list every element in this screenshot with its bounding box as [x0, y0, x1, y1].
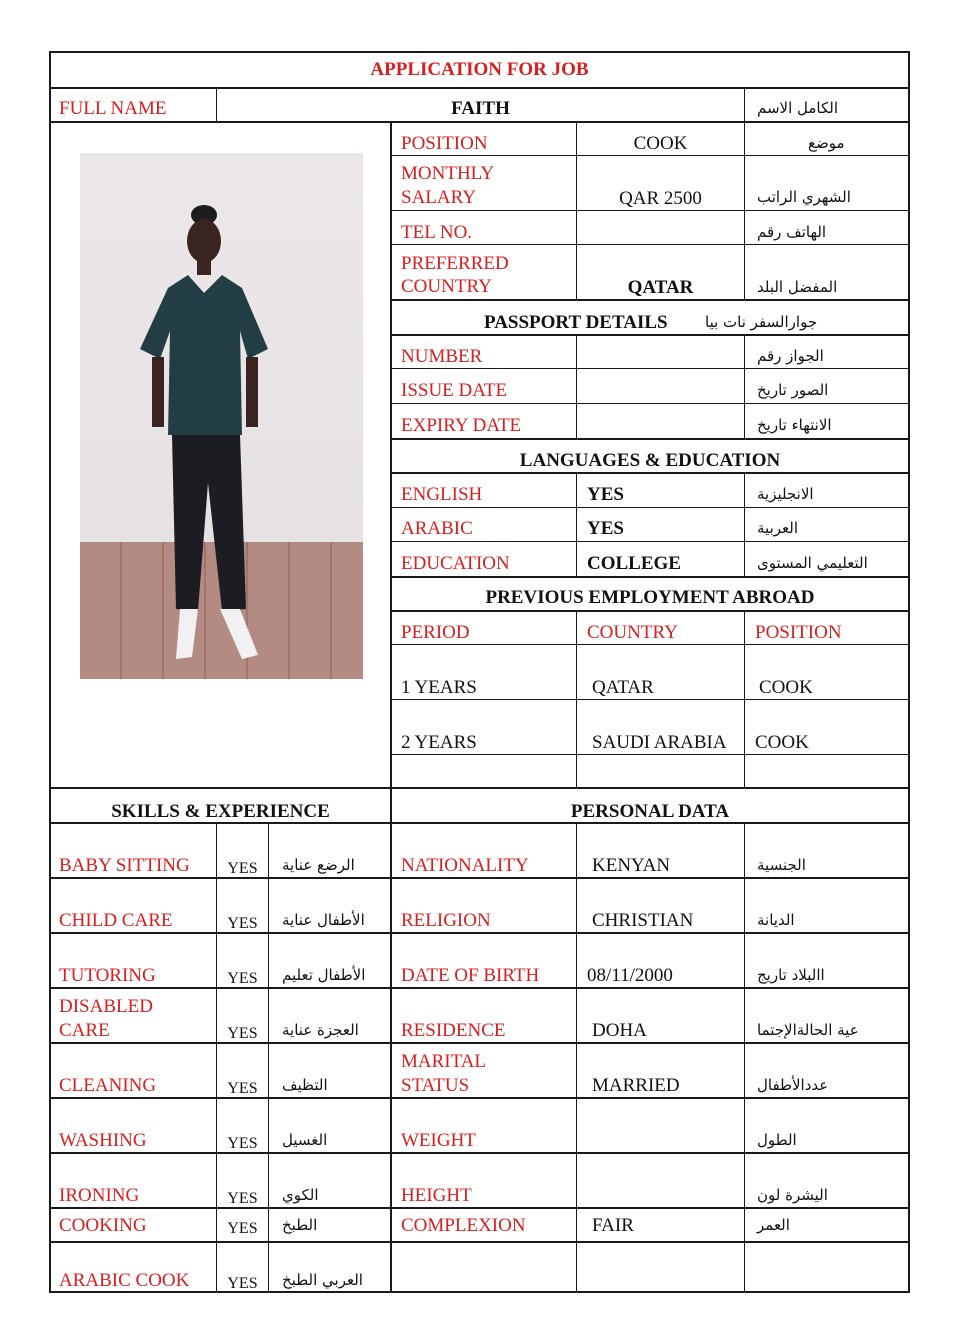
personal-label: HEIGHT — [401, 1185, 472, 1206]
rule — [390, 576, 910, 578]
arabic-label: ARABIC — [401, 518, 473, 539]
skill-value: YES — [227, 1220, 258, 1237]
skills-heading: SKILLS & EXPERIENCE — [111, 801, 330, 822]
border-top — [49, 51, 910, 53]
employment-country: QATAR — [592, 677, 654, 698]
rule — [744, 87, 745, 122]
personal-label: RESIDENCE — [401, 1020, 506, 1041]
rule — [576, 335, 577, 438]
personal-label-line1: MARITAL — [401, 1051, 487, 1072]
rule — [390, 244, 910, 245]
rule — [390, 507, 910, 508]
skill-label: CLEANING — [59, 1075, 157, 1096]
preferred-country-value: QATAR — [627, 277, 694, 298]
rule — [390, 644, 910, 645]
skill-arabic: الكوي — [282, 1186, 319, 1204]
employment-position: COOK — [759, 677, 813, 698]
skill-value: YES — [227, 1275, 258, 1292]
rule — [390, 610, 910, 612]
english-arabic: الانجليزية — [757, 485, 814, 503]
rule — [390, 334, 910, 336]
skill-arabic: الرضع عناية — [282, 856, 355, 874]
border-left — [49, 51, 51, 1293]
employment-heading: PREVIOUS EMPLOYMENT ABROAD — [485, 587, 815, 608]
personal-arabic: اليشرة لون — [757, 1186, 828, 1204]
skill-arabic: الغسيل — [282, 1131, 328, 1149]
arabic-arabic: العربية — [757, 519, 798, 537]
full-name-arabic: الكامل الاسم — [757, 99, 839, 117]
rule — [744, 611, 745, 787]
rule — [49, 1152, 910, 1154]
rule — [49, 987, 910, 989]
employment-col-position: POSITION — [755, 622, 842, 643]
monthly-salary-label-line1: MONTHLY — [401, 163, 495, 184]
personal-arabic: الجنسية — [757, 856, 806, 874]
skill-label-line2: CARE — [59, 1020, 110, 1041]
skill-label: IRONING — [59, 1185, 140, 1206]
languages-heading: LANGUAGES & EDUCATION — [519, 450, 781, 471]
personal-arabic: الطول — [757, 1131, 797, 1149]
education-arabic: التعليمي المستوى — [757, 554, 868, 572]
personal-value: CHRISTIAN — [592, 910, 694, 931]
skill-arabic: الأطفال عناية — [282, 911, 365, 929]
position-arabic: موضع — [808, 134, 845, 152]
skill-label: WASHING — [59, 1130, 147, 1151]
expiry-date-arabic: الانتهاء تاريخ — [757, 416, 832, 434]
preferred-country-label-line2: COUNTRY — [401, 276, 492, 297]
skill-label: COOKING — [59, 1215, 147, 1236]
rule — [390, 155, 910, 156]
english-label: ENGLISH — [401, 484, 483, 505]
arabic-value: YES — [587, 518, 624, 539]
rule — [49, 1207, 910, 1209]
english-value: YES — [587, 484, 624, 505]
personal-arabic: العمر — [757, 1216, 790, 1234]
skill-arabic: العربي الطبخ — [282, 1271, 363, 1289]
skill-value: YES — [227, 1190, 258, 1207]
border-right — [908, 51, 910, 1293]
skill-arabic: التظيف — [282, 1076, 328, 1094]
rule — [390, 699, 910, 700]
rule — [49, 1042, 910, 1044]
rule — [390, 438, 910, 440]
passport-number-label: NUMBER — [401, 346, 483, 367]
rule — [390, 121, 392, 1293]
position-label: POSITION — [401, 133, 488, 154]
rule — [390, 472, 910, 474]
full-name-value: FAITH — [451, 98, 510, 119]
education-value: COLLEGE — [587, 553, 681, 574]
rule — [390, 368, 910, 369]
employment-position: COOK — [755, 732, 809, 753]
skill-arabic: الأطفال تعليم — [282, 966, 366, 984]
expiry-date-label: EXPIRY DATE — [401, 415, 522, 436]
rule — [268, 823, 269, 1293]
tel-no-arabic: الهاتف رقم — [757, 223, 827, 241]
form-title: APPLICATION FOR JOB — [370, 59, 589, 80]
applicant-figure — [80, 153, 363, 679]
rule — [390, 541, 910, 542]
skill-value: YES — [227, 915, 258, 932]
skill-arabic: الطبخ — [282, 1216, 318, 1234]
personal-arabic: الديانة — [757, 911, 795, 929]
rule — [49, 1241, 910, 1243]
skill-label-line1: DISABLED — [59, 996, 153, 1017]
applicant-photo — [80, 153, 363, 679]
issue-date-arabic: الصور تاريخ — [757, 381, 829, 399]
preferred-country-arabic: المفضل البلد — [757, 278, 838, 296]
monthly-salary-arabic: الشهري الراتب — [757, 188, 851, 206]
rule — [390, 299, 910, 301]
skill-label: ARABIC COOK — [59, 1270, 190, 1291]
skill-value: YES — [227, 1025, 258, 1042]
education-label: EDUCATION — [401, 553, 510, 574]
rule — [744, 335, 745, 438]
personal-value: 08/11/2000 — [587, 965, 673, 986]
rule — [744, 121, 745, 299]
employment-period: 2 YEARS — [401, 732, 477, 753]
personal-value: FAIR — [592, 1215, 634, 1236]
skill-label: BABY SITTING — [59, 855, 190, 876]
personal-label: RELIGION — [401, 910, 491, 931]
skill-value: YES — [227, 860, 258, 877]
skill-value: YES — [227, 1135, 258, 1152]
rule — [49, 121, 910, 123]
personal-value: MARRIED — [592, 1075, 680, 1096]
rule — [390, 210, 910, 211]
employment-col-country: COUNTRY — [587, 622, 678, 643]
issue-date-label: ISSUE DATE — [401, 380, 508, 401]
rule — [49, 87, 910, 89]
monthly-salary-label-line2: SALARY — [401, 187, 476, 208]
personal-label: NATIONALITY — [401, 855, 529, 876]
rule — [49, 877, 910, 879]
personal-heading: PERSONAL DATA — [570, 801, 730, 822]
passport-number-arabic: الجواز رقم — [757, 347, 824, 365]
passport-heading-arabic: جوارالسفر نات بيا — [705, 313, 818, 331]
rule — [49, 1097, 910, 1099]
rule — [49, 787, 910, 789]
rule — [744, 473, 745, 576]
rule — [576, 823, 577, 1293]
full-name-label: FULL NAME — [59, 98, 167, 119]
personal-arabic: االبلاد تاريج — [757, 966, 825, 984]
personal-value: KENYAN — [592, 855, 671, 876]
employment-country: SAUDI ARABIA — [592, 732, 727, 753]
monthly-salary-value: QAR 2500 — [619, 188, 702, 209]
skill-arabic: العجزة عناية — [282, 1021, 359, 1039]
skill-value: YES — [227, 970, 258, 987]
tel-no-label: TEL NO. — [401, 222, 473, 243]
personal-label: COMPLEXION — [401, 1215, 526, 1236]
skill-label: CHILD CARE — [59, 910, 173, 931]
rule — [576, 611, 577, 787]
personal-arabic: عددالأطفال — [757, 1076, 829, 1094]
personal-value: DOHA — [592, 1020, 647, 1041]
rule — [390, 754, 910, 755]
personal-arabic: عية الحالةالإجتما — [757, 1021, 859, 1039]
rule — [744, 823, 745, 1293]
employment-period: 1 YEARS — [401, 677, 477, 698]
personal-label: WEIGHT — [401, 1130, 476, 1151]
position-value: COOK — [633, 133, 688, 154]
rule — [390, 403, 910, 404]
employment-col-period: PERIOD — [401, 622, 470, 643]
rule — [49, 932, 910, 934]
preferred-country-label-line1: PREFERRED — [401, 253, 509, 274]
passport-heading: PASSPORT DETAILS — [484, 312, 668, 333]
rule — [576, 473, 577, 576]
skill-label: TUTORING — [59, 965, 156, 986]
personal-label: DATE OF BIRTH — [401, 965, 540, 986]
skill-value: YES — [227, 1080, 258, 1097]
personal-label-line2: STATUS — [401, 1075, 470, 1096]
